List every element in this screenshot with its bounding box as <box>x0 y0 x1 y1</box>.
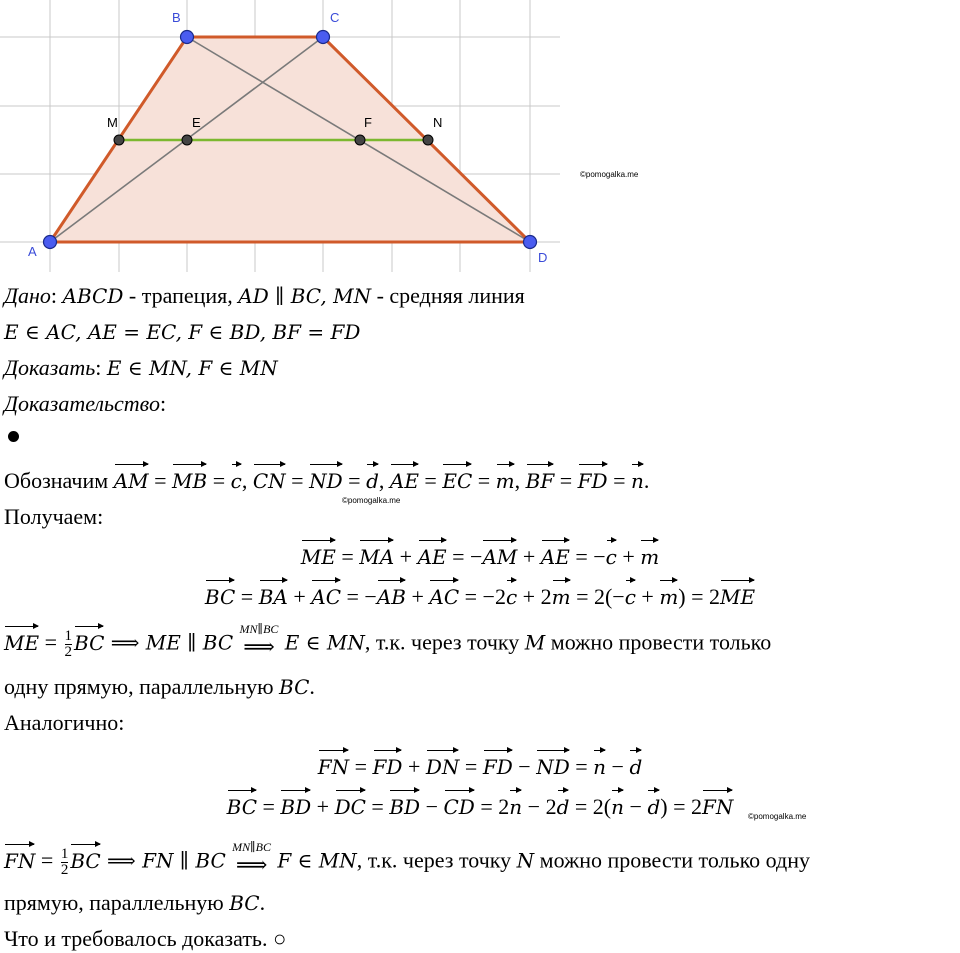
vec-c: c <box>231 462 242 494</box>
prove-line <box>4 355 278 381</box>
label-b: B <box>172 10 181 25</box>
conditions-math: E ∈ AC, AE = EC, F ∈ BD, BF = FD <box>4 320 361 344</box>
vec-c: c <box>606 538 617 570</box>
vec-bd: BD <box>280 788 311 820</box>
watermark: ©pomogalka.me <box>748 812 807 821</box>
vec-fd: FD <box>373 748 403 780</box>
vec-bc: BC <box>70 842 100 874</box>
vec-fd: FD <box>483 748 513 780</box>
vertex-a <box>44 236 57 249</box>
conc1-line2: одну прямую, параллельную <box>4 674 280 699</box>
label-m: M <box>107 115 118 130</box>
vec-am: AM <box>482 538 517 570</box>
bc-ref: BC <box>229 891 260 915</box>
label-f: F <box>364 115 372 130</box>
implies-over <box>232 840 271 878</box>
vec-me: ME <box>4 624 39 656</box>
vec-ac: AC <box>429 578 459 610</box>
conc2-math: F ∈ MN <box>271 848 357 873</box>
implies-over <box>240 622 279 660</box>
over-label: MN∥BC <box>232 840 272 854</box>
eq-bc-2: BC = BD + DC = BD − CD = 2n − 2d = 2(n − d) = 2FN <box>0 788 960 820</box>
conc1-math: E ∈ MN <box>278 630 365 655</box>
conclusion-1: ME = $\frac{1}{2}$ BC ⟹ ME ∥ BC MN∥BC ⟹ E ∈ MN, т.к. через точку M можно провести только <box>4 622 772 660</box>
proof-label: Доказательство <box>4 391 160 416</box>
bullet <box>8 431 19 442</box>
vec-fn: FN <box>318 748 349 780</box>
fraction-half <box>61 847 69 878</box>
vec-ec: EC <box>442 462 472 494</box>
point-m <box>114 135 124 145</box>
vec-bc: BC <box>227 788 257 820</box>
vec-c: c <box>625 578 636 610</box>
point-e <box>182 135 192 145</box>
conc2-line2: прямую, параллельную <box>4 890 230 915</box>
vec-cn: CN <box>253 462 286 494</box>
vec-n: n <box>611 788 624 820</box>
given-math-abcd: ABCD <box>62 284 124 308</box>
conclusion-2: FN = $\frac{1}{2}$ BC ⟹ FN ∥ BC MN∥BC ⟹ F ∈ MN, т.к. через точку N можно провести только одну <box>4 840 810 878</box>
vec-n: n <box>631 462 644 494</box>
vertex-c <box>317 31 330 44</box>
get-word: Получаем: <box>4 504 104 529</box>
label-e: E <box>192 115 201 130</box>
trapezoid-figure <box>0 0 560 272</box>
conclusion-2-cont <box>4 890 265 916</box>
vec-cd: CD <box>444 788 475 820</box>
vec-fn: FN <box>4 842 35 874</box>
vec-ac: AC <box>311 578 341 610</box>
prove-label: Доказать <box>4 355 96 380</box>
vec-ab: AB <box>377 578 406 610</box>
dot: . <box>259 890 266 915</box>
given-line <box>4 283 525 309</box>
vec-fn: FN <box>702 788 733 820</box>
proof-heading <box>4 391 166 417</box>
qed-line <box>4 926 286 952</box>
denote-word: Обозначим <box>4 468 114 493</box>
colon: : <box>95 355 102 380</box>
vec-ae: AE <box>541 538 570 570</box>
eq-bc-1: BC = BA + AC = −AB + AC = −2c + 2m = 2(−c + m) = 2ME <box>0 578 960 610</box>
vec-bc: BC <box>205 578 235 610</box>
vec-m: m <box>496 462 515 494</box>
implies-fn: ⟹ FN ∥ BC <box>100 848 233 873</box>
frac-num: 1 <box>60 846 69 862</box>
point-m-ref: M <box>524 630 546 655</box>
vec-ma: MA <box>359 538 394 570</box>
vec-dn: DN <box>426 748 460 780</box>
label-a: A <box>28 244 37 259</box>
arrow: ⟹ <box>243 634 275 659</box>
vec-d: d <box>647 788 660 820</box>
colon: : <box>50 283 58 308</box>
watermark: ©pomogalka.me <box>342 496 401 505</box>
vec-ba: BA <box>259 578 288 610</box>
vec-d: d <box>366 462 379 494</box>
watermark: ©pomogalka.me <box>580 170 639 179</box>
point-n-ref: N <box>516 848 535 873</box>
vec-n: n <box>509 788 522 820</box>
vec-mb: MB <box>172 462 207 494</box>
vec-d: d <box>629 748 642 780</box>
vec-dc: DC <box>335 788 366 820</box>
vertex-b <box>181 31 194 44</box>
vec-fd: FD <box>578 462 608 494</box>
denote-line: Обозначим AM = MB = c, CN = ND = d, AE = EC = m, BF = FD = n. <box>4 462 649 494</box>
vec-m: m <box>640 538 659 570</box>
vec-m: m <box>659 578 678 610</box>
vec-me: ME <box>720 578 755 610</box>
given-text-2: - средняя линия <box>371 283 525 308</box>
vec-n: n <box>593 748 606 780</box>
arrow: ⟹ <box>235 852 268 877</box>
conc2-rest: можно провести только одну <box>534 847 810 873</box>
colon: : <box>159 391 167 416</box>
conc1-rest: можно провести только <box>545 629 772 655</box>
implies-me: ⟹ ME ∥ BC <box>104 630 240 655</box>
vertex-d <box>524 236 537 249</box>
similarly-line <box>4 710 124 736</box>
vec-bc: BC <box>74 624 104 656</box>
prove-math: E ∈ MN, F ∈ MN <box>106 356 278 380</box>
label-c: C <box>330 10 340 25</box>
vec-d: d <box>557 788 570 820</box>
point-n <box>423 135 433 145</box>
over-label: MN∥BC <box>239 622 279 636</box>
vec-m: m <box>552 578 571 610</box>
conc2-text: , т.к. через точку <box>356 847 517 873</box>
vec-ae: AE <box>418 538 447 570</box>
similarly: Аналогично: <box>4 710 125 735</box>
frac-den: 2 <box>64 644 72 660</box>
vec-me: ME <box>301 538 336 570</box>
conditions-line <box>4 319 360 345</box>
vec-c: c <box>506 578 517 610</box>
qed: Что и требовалось доказать. ○ <box>4 926 287 951</box>
vec-nd: ND <box>536 748 570 780</box>
given-math-2: AD ∥ BC, MN <box>238 284 372 308</box>
given-text-1: - трапеция, <box>123 283 239 308</box>
vec-ae: AE <box>390 462 419 494</box>
vec-nd: ND <box>309 462 343 494</box>
point-f <box>355 135 365 145</box>
vec-bd: BD <box>389 788 420 820</box>
conc1-text: , т.к. через точку <box>364 629 525 655</box>
vec-bf: BF <box>526 462 555 494</box>
label-d: D <box>538 250 548 265</box>
fraction-half <box>65 629 73 660</box>
eq-fn: FN = FD + DN = FD − ND = n − d <box>0 748 960 780</box>
dot: . <box>309 674 315 699</box>
given-label: Дано <box>4 283 51 308</box>
get-line <box>4 504 103 530</box>
vec-am: AM <box>114 462 149 494</box>
conclusion-1-cont <box>4 674 315 700</box>
frac-num: 1 <box>64 628 72 644</box>
frac-den: 2 <box>60 862 69 878</box>
label-n: N <box>433 115 443 130</box>
eq-me: ME = MA + AE = −AM + AE = −c + m <box>0 538 960 570</box>
bc-ref: BC <box>279 675 310 699</box>
